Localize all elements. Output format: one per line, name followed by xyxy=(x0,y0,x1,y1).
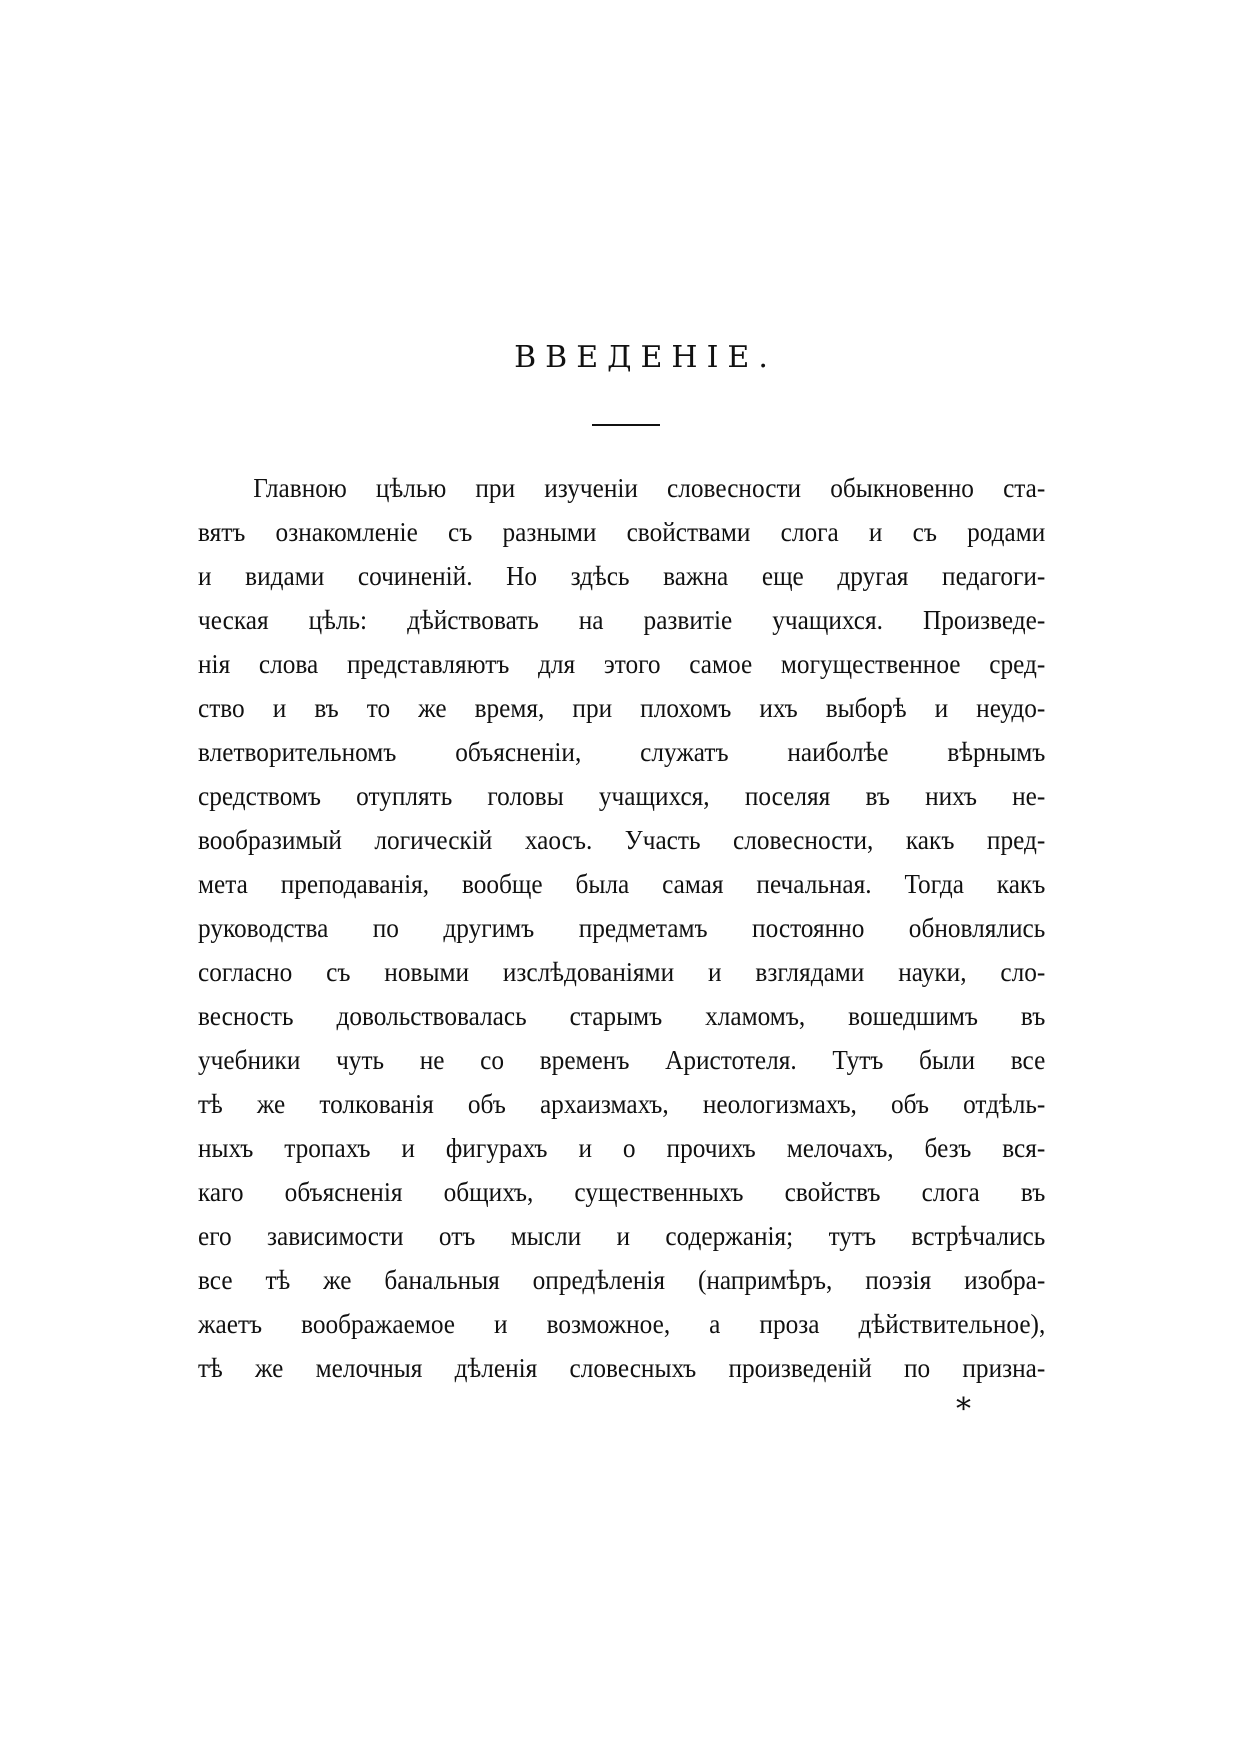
text-line: и видами сочиненій. Но здѣсь важна еще другая педагоги- xyxy=(198,560,1046,591)
text-line: жаетъ воображаемое и возможное, а проза дѣйствительное), xyxy=(198,1308,1046,1339)
heading-rule xyxy=(592,424,660,426)
text-line: вообразимый логическій хаосъ. Участь словесности, какъ пред- xyxy=(198,824,1046,855)
text-line: ныхъ тропахъ и фигурахъ и о прочихъ мелочахъ, безъ вся- xyxy=(198,1132,1046,1163)
introduction-paragraph xyxy=(198,466,1046,1390)
text-line: руководства по другимъ предметамъ постоянно обновлялись xyxy=(198,912,1046,943)
chapter-heading: ВВЕДЕНІЕ. xyxy=(514,340,777,375)
text-line: весность довольствовалась старымъ хламомъ, вошедшимъ въ xyxy=(198,1000,1046,1031)
text-line: его зависимости отъ мысли и содержанія; тутъ встрѣчались xyxy=(198,1220,1046,1251)
text-line: все тѣ же банальныя опредѣленія (напримѣръ, поэзія изобра- xyxy=(198,1264,1046,1295)
text-line: ство и въ то же время, при плохомъ ихъ выборѣ и неудо- xyxy=(198,692,1046,723)
text-line: вятъ ознакомленіе съ разными свойствами слога и съ родами xyxy=(198,516,1046,547)
text-line: мета преподаванія, вообще была самая печальная. Тогда какъ xyxy=(198,868,1046,899)
text-line: тѣ же мелочныя дѣленія словесныхъ произведеній по призна- xyxy=(198,1352,1046,1383)
text-line: средствомъ отуплять головы учащихся, поселяя въ нихъ не- xyxy=(198,780,1046,811)
text-line: ческая цѣль: дѣйствовать на развитіе учащихся. Произведе- xyxy=(198,604,1046,635)
text-line: Главною цѣлью при изученіи словесности обыкновенно ста- xyxy=(253,472,1046,503)
text-line: учебники чуть не со временъ Аристотеля. Тутъ были все xyxy=(198,1044,1046,1075)
text-line: каго объясненія общихъ, существенныхъ свойствъ слога въ xyxy=(198,1176,1046,1207)
signature-mark: * xyxy=(956,1392,971,1427)
text-line: нія слова представляютъ для этого самое могущественное сред- xyxy=(198,648,1046,679)
text-line: согласно съ новыми изслѣдованіями и взглядами науки, сло- xyxy=(198,956,1046,987)
text-line: влетворительномъ объясненіи, служатъ наиболѣе вѣрнымъ xyxy=(198,736,1046,767)
text-line: тѣ же толкованія объ архаизмахъ, неологизмахъ, объ отдѣль- xyxy=(198,1088,1046,1119)
